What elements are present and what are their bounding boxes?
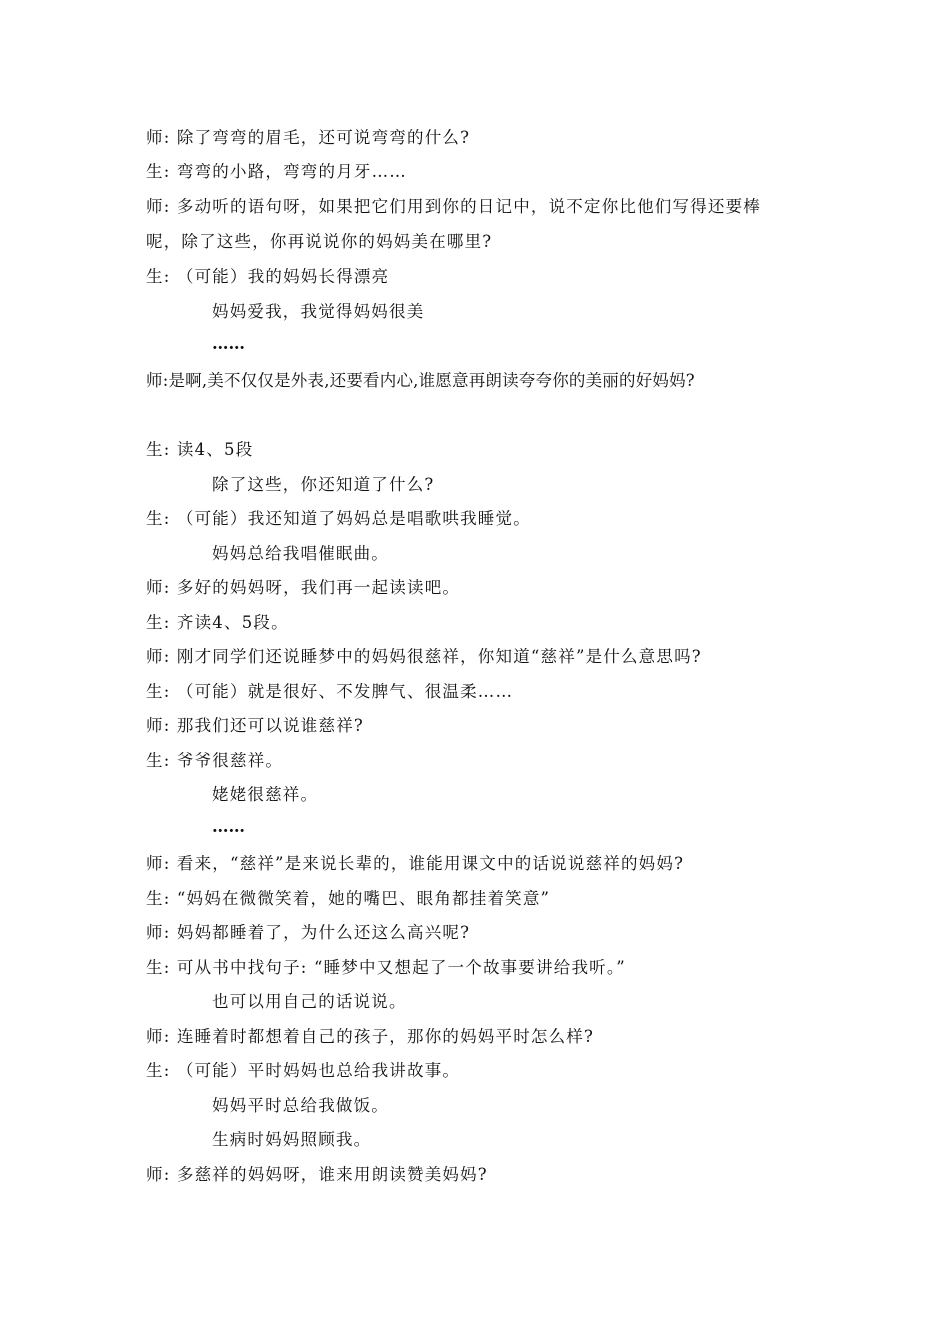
dialogue-line: 师: 刚才同学们还说睡梦中的妈妈很慈祥，你知道“慈祥”是什么意思吗? [146,647,702,666]
dialogue-line: 生: 可从书中找句子: “睡梦中又想起了一个故事要讲给我听。” [146,958,626,977]
dialogue-line: 生: （可能）平时妈妈也总给我讲故事。 [146,1061,461,1080]
dialogue-line: 师: 连睡着时都想着自己的孩子，那你的妈妈平时怎么样? [146,1027,595,1046]
ellipsis-line: …… [212,334,245,353]
dialogue-line: 师: 那我们还可以说谁慈祥? [146,716,364,735]
dialogue-line-indented: 妈妈平时总给我做饭。 [212,1096,389,1115]
dialogue-line: 师: 多动听的语句呀，如果把它们用到你的日记中，说不定你比他们写得还要棒 [146,197,762,216]
dialogue-line: 呢，除了这些，你再说说你的妈妈美在哪里? [146,232,493,251]
dialogue-line: 生: 齐读4、5段。 [146,613,289,632]
dialogue-line: 师: 除了弯弯的眉毛，还可说弯弯的什么? [146,128,471,147]
dialogue-line: 生: 爷爷很慈祥。 [146,751,284,770]
dialogue-line-indented: 生病时妈妈照顾我。 [212,1130,372,1149]
dialogue-line: 师: 多慈祥的妈妈呀，谁来用朗读赞美妈妈? [146,1165,488,1184]
dialogue-line: 生: （可能）我的妈妈长得漂亮 [146,267,390,286]
dialogue-line-indented: 除了这些，你还知道了什么? [212,475,435,494]
dialogue-line-indented: 也可以用自己的话说说。 [212,992,407,1011]
ellipsis-line: …… [212,817,245,836]
dialogue-line: 师: 多好的妈妈呀，我们再一起读读吧。 [146,578,461,597]
dialogue-line: 生: 读4、5段 [146,440,254,459]
dialogue-line: 生: （可能）就是很好、不发脾气、很温柔…… [146,682,514,701]
dialogue-line: 生: “妈妈在微微笑着，她的嘴巴、眼角都挂着笑意” [146,889,551,908]
dialogue-line-indented: 妈妈总给我唱催眠曲。 [212,544,389,563]
dialogue-line: 师: 看来，“慈祥”是来说长辈的，谁能用课文中的话说说慈祥的妈妈? [146,854,685,873]
dialogue-line: 生: 弯弯的小路，弯弯的月牙…… [146,162,408,181]
dialogue-line: 师:是啊,美不仅仅是外表,还要看内心,谁愿意再朗读夸夸你的美丽的好妈妈? [146,371,695,390]
dialogue-line-indented: 姥姥很慈祥。 [212,785,319,804]
dialogue-line-indented: 妈妈爱我，我觉得妈妈很美 [212,302,425,321]
dialogue-line: 生: （可能）我还知道了妈妈总是唱歌哄我睡觉。 [146,509,531,528]
dialogue-line: 师: 妈妈都睡着了，为什么还这么高兴呢? [146,923,471,942]
